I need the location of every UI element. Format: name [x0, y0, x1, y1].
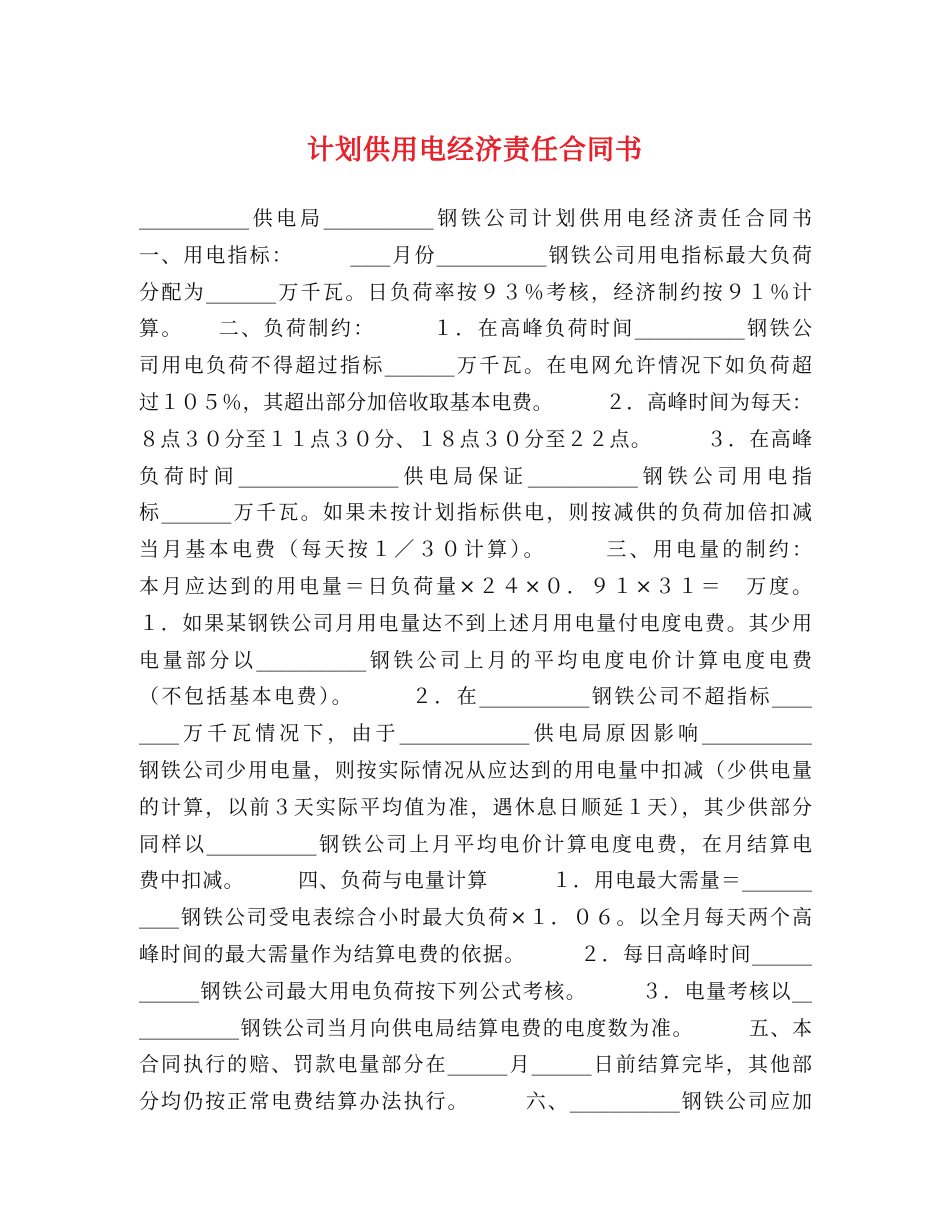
body-line: 分均仍按正常电费结算办法执行。 六、___________钢铁公司应加	[139, 1089, 812, 1114]
body-line: 费中扣减。 四、负荷与电量计算 １．用电最大需量＝_______	[139, 868, 812, 893]
body-line: ____钢铁公司受电表综合小时最大负荷×１．０６。以全月每天两个高	[139, 905, 812, 930]
body-line: （不包括基本电费）。 ２．在___________钢铁公司不超指标____	[139, 684, 812, 709]
body-line: 本月应达到的用电量＝日负荷量×２４×０．９１×３１＝ 万度。	[139, 573, 812, 598]
body-line: 标_______万千瓦。如果未按计划指标供电，则按减供的负荷加倍扣减	[139, 500, 812, 525]
body-line: 一、用电指标： ____月份___________钢铁公司用电指标最大负荷	[139, 242, 812, 267]
body-line: ８点３０分至１１点３０分、１８点３０分至２２点。 ３．在高峰	[139, 426, 812, 451]
document-body	[139, 200, 812, 1120]
body-line: ____万千瓦情况下，由于_____________供电局原因影响___________	[139, 721, 812, 746]
body-line: 合同执行的赔、罚款电量部分在______月______日前结算完毕，其他部	[139, 1052, 812, 1077]
body-line: 同样以___________钢铁公司上月平均电价计算电度电费，在月结算电	[139, 831, 812, 856]
body-line: 过１０５％，其超出部分加倍收取基本电费。 ２．高峰时间为每天：	[139, 389, 812, 414]
body-line: 峰时间的最大需量作为结算电费的依据。 ２．每日高峰时间______	[139, 941, 812, 966]
body-line: 负荷时间________________供电局保证___________钢铁公司用电指	[139, 463, 812, 488]
body-line: 分配为_______万千瓦。日负荷率按９３％考核，经济制约按９１％计	[139, 279, 812, 304]
body-line: 电量部分以___________钢铁公司上月的平均电度电价计算电度电费	[139, 647, 812, 672]
body-line: ___________供电局___________钢铁公司计划供用电经济责任合同书	[139, 206, 812, 230]
body-line: ______钢铁公司最大用电负荷按下列公式考核。 ３．电量考核以__	[139, 978, 812, 1003]
body-line: １．如果某钢铁公司月用电量达不到上述月用电量付电度电费。其少用	[139, 610, 812, 635]
document-title: 计划供用电经济责任合同书	[307, 135, 643, 166]
body-line: 当月基本电费（每天按１／３０计算）。 三、用电量的制约：	[139, 537, 812, 562]
body-line: 钢铁公司少用电量，则按实际情况从应达到的用电量中扣减（少供电量	[139, 757, 812, 782]
body-line: __________钢铁公司当月向供电局结算电费的电度数为准。 五、本	[139, 1015, 812, 1040]
body-line: 司用电负荷不得超过指标_______万千瓦。在电网允许情况下如负荷超	[139, 353, 812, 378]
body-line: 的计算，以前３天实际平均值为准，遇休息日顺延１天），其少供部分	[139, 794, 812, 819]
body-line: 算。 二、负荷制约： １．在高峰负荷时间___________钢铁公	[139, 316, 812, 341]
